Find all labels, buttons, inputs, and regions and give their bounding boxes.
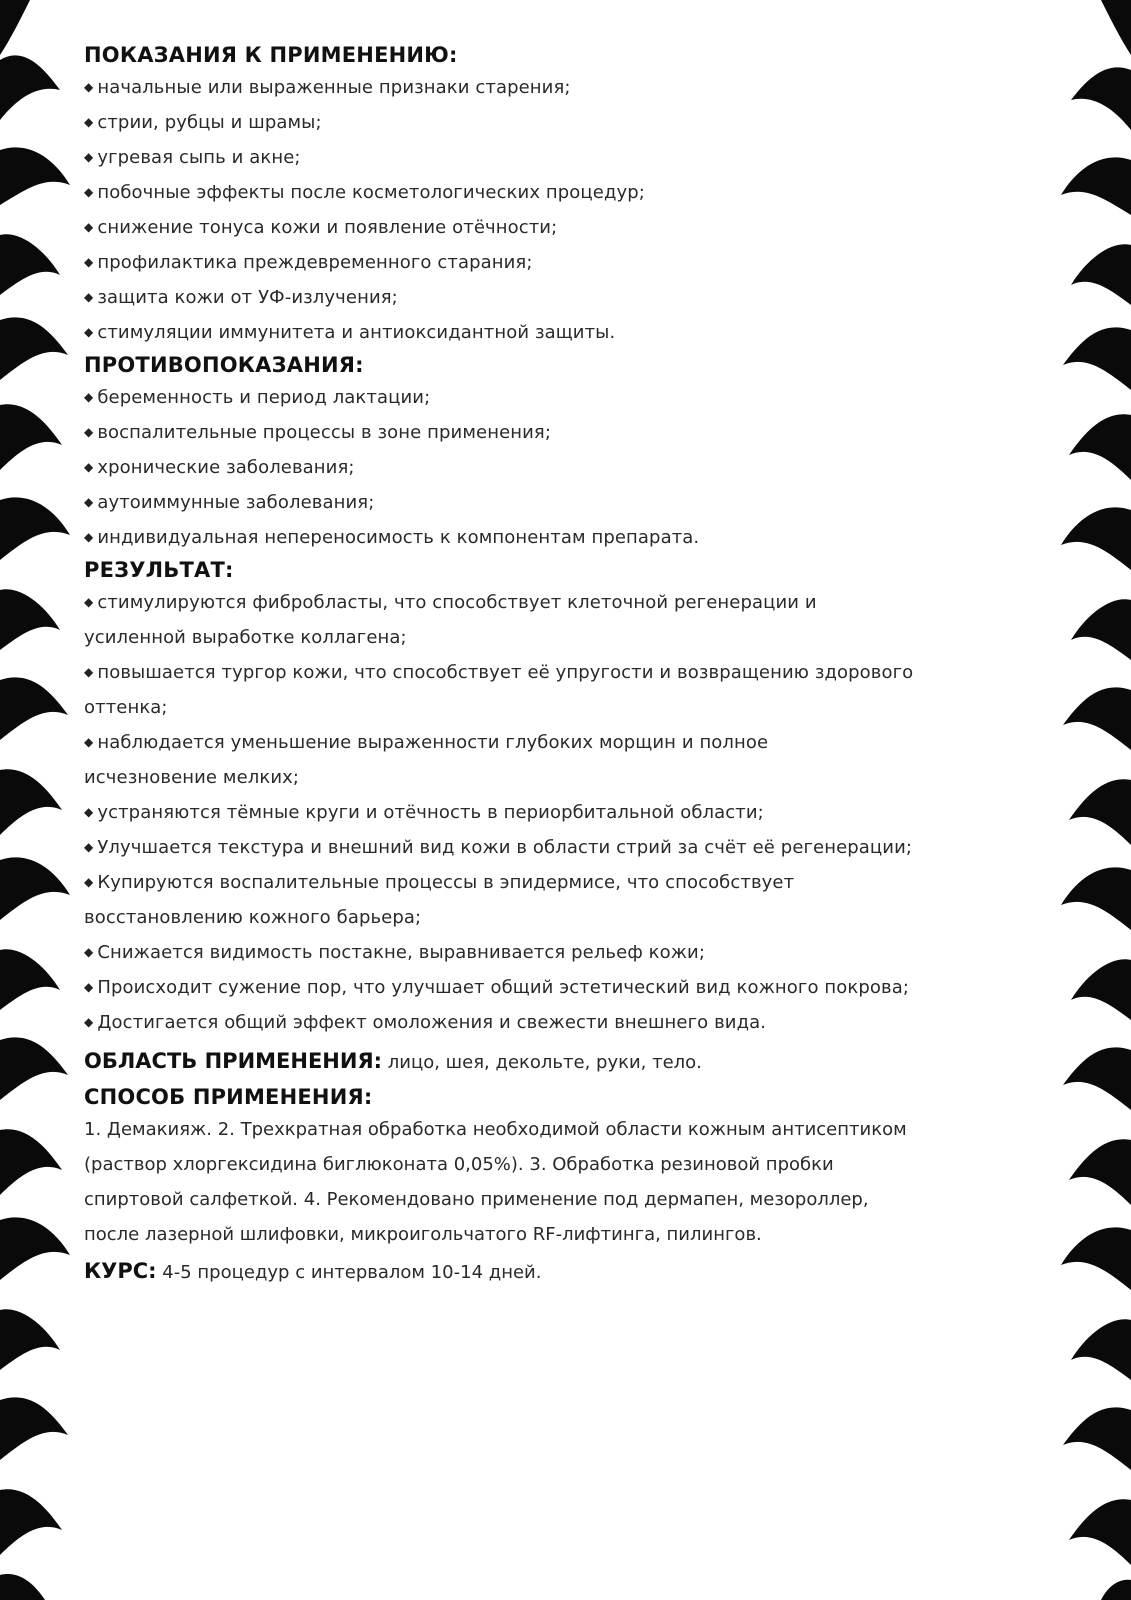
list-item: ◆ стимуляции иммунитета и антиоксидантной защиты. — [84, 322, 616, 343]
list-item: ◆ аутоиммунные заболевания; — [84, 492, 375, 513]
list-item: ◆ профилактика преждевременного старания; — [84, 252, 533, 273]
method-line: 1. Демакияж. 2. Трехкратная обработка необходимой области кожным антисептиком — [84, 1119, 907, 1140]
diamond-bullet-icon: ◆ — [84, 185, 94, 199]
diamond-bullet-icon: ◆ — [84, 220, 94, 234]
zebra-border-left — [0, 0, 70, 1600]
area-heading: ОБЛАСТЬ ПРИМЕНЕНИЯ: — [84, 1049, 383, 1073]
method-line: (раствор хлоргексидина биглюконата 0,05%). 3. Обработка резиновой пробки — [84, 1154, 834, 1175]
list-item: ◆ Улучшается текстура и внешний вид кожи в области стрий за счёт её регенерации; — [84, 837, 913, 858]
diamond-bullet-icon: ◆ — [84, 390, 94, 404]
area-row — [84, 1044, 1044, 1080]
area-text: лицо, шея, декольте, руки, тело. — [387, 1052, 702, 1073]
list-item: ◆ снижение тонуса кожи и появление отёчности; — [84, 217, 558, 238]
list-item: ◆ защита кожи от УФ-излучения; — [84, 287, 398, 308]
list-item: ◆ угревая сыпь и акне; — [84, 147, 301, 168]
diamond-bullet-icon: ◆ — [84, 735, 94, 749]
diamond-bullet-icon: ◆ — [84, 980, 94, 994]
list-item: ◆ стимулируются фибробласты, что способствует клеточной регенерации и усиленной выработке коллагена; — [84, 592, 817, 648]
method-heading: СПОСОБ ПРИМЕНЕНИЯ: — [84, 1085, 373, 1109]
result-heading: РЕЗУЛЬТАТ: — [84, 558, 234, 582]
list-item: ◆ устраняются тёмные круги и отёчность в периорбитальной области; — [84, 802, 764, 823]
list-item: ◆ побочные эффекты после косметологических процедур; — [84, 182, 645, 203]
contraindications-list — [84, 380, 1044, 555]
method-line: спиртовой салфеткой. 4. Рекомендовано применение под дермапен, мезороллер, — [84, 1189, 869, 1210]
course-heading: КУРС: — [84, 1259, 157, 1283]
list-item: ◆ индивидуальная непереносимость к компонентам препарата. — [84, 527, 700, 548]
diamond-bullet-icon: ◆ — [84, 325, 94, 339]
course-text: 4-5 процедур с интервалом 10-14 дней. — [162, 1262, 542, 1283]
diamond-bullet-icon: ◆ — [84, 290, 94, 304]
diamond-bullet-icon: ◆ — [84, 840, 94, 854]
list-item: ◆ повышается тургор кожи, что способствует её упругости и возвращению здорового оттенка; — [84, 662, 914, 718]
list-item: ◆ хронические заболевания; — [84, 457, 355, 478]
list-item: ◆ наблюдается уменьшение выраженности глубоких морщин и полное исчезновение мелких; — [84, 732, 769, 788]
indications-list — [84, 70, 1044, 350]
diamond-bullet-icon: ◆ — [84, 150, 94, 164]
method-line: после лазерной шлифовки, микроигольчатого RF-лифтинга, пилингов. — [84, 1224, 762, 1245]
diamond-bullet-icon: ◆ — [84, 425, 94, 439]
list-item: ◆ стрии, рубцы и шрамы; — [84, 112, 322, 133]
diamond-bullet-icon: ◆ — [84, 805, 94, 819]
diamond-bullet-icon: ◆ — [84, 460, 94, 474]
list-item: ◆ Происходит сужение пор, что улучшает общий эстетический вид кожного покрова; — [84, 977, 910, 998]
diamond-bullet-icon: ◆ — [84, 80, 94, 94]
document-body — [84, 40, 1044, 1290]
diamond-bullet-icon: ◆ — [84, 115, 94, 129]
diamond-bullet-icon: ◆ — [84, 255, 94, 269]
zebra-border-right — [1061, 0, 1131, 1600]
diamond-bullet-icon: ◆ — [84, 665, 94, 679]
list-item: ◆ воспалительные процессы в зоне применения; — [84, 422, 551, 443]
indications-heading: ПОКАЗАНИЯ К ПРИМЕНЕНИЮ: — [84, 43, 458, 67]
list-item: ◆ начальные или выраженные признаки старения; — [84, 77, 571, 98]
diamond-bullet-icon: ◆ — [84, 495, 94, 509]
contraindications-heading: ПРОТИВОПОКАЗАНИЯ: — [84, 353, 364, 377]
diamond-bullet-icon: ◆ — [84, 595, 94, 609]
diamond-bullet-icon: ◆ — [84, 1015, 94, 1029]
method-text — [84, 1112, 1044, 1252]
diamond-bullet-icon: ◆ — [84, 945, 94, 959]
diamond-bullet-icon: ◆ — [84, 530, 94, 544]
result-list — [84, 585, 1044, 1040]
list-item: ◆ беременность и период лактации; — [84, 387, 431, 408]
list-item: ◆ Снижается видимость постакне, выравнивается рельеф кожи; — [84, 942, 705, 963]
diamond-bullet-icon: ◆ — [84, 875, 94, 889]
list-item: ◆ Достигается общий эффект омоложения и свежести внешнего вида. — [84, 1012, 767, 1033]
course-row — [84, 1254, 1044, 1290]
list-item: ◆ Купируются воспалительные процессы в эпидермисе, что способствует восстановлению кожного барьера; — [84, 872, 795, 928]
